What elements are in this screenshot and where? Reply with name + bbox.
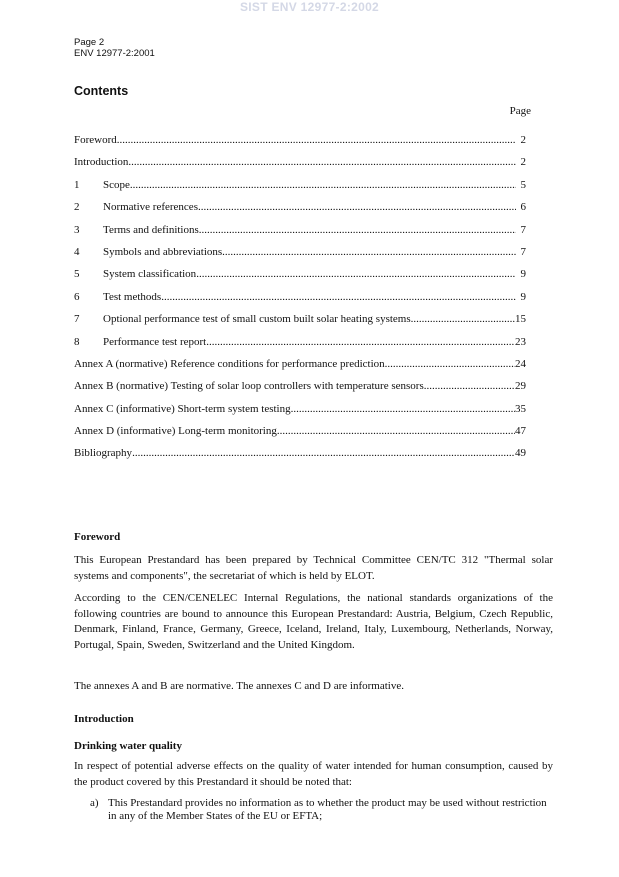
- toc-entry[interactable]: [74, 201, 526, 223]
- toc-entry-number: 3: [74, 223, 80, 236]
- toc-entry[interactable]: [74, 291, 526, 313]
- toc-dot-leader: [206, 336, 515, 348]
- foreword-paragraph-3: The annexes A and B are normative. The annexes C and D are informative.: [74, 680, 404, 692]
- page-number: Page 2: [74, 37, 105, 48]
- list-item-text: This Prestandard provides no information as to whether the product may be used without restriction in any of the Member States of the EU or EFTA;: [108, 797, 547, 823]
- toc-dot-leader: [222, 246, 516, 258]
- toc-entry[interactable]: [74, 246, 526, 268]
- toc-dot-leader: [199, 224, 516, 236]
- watermark: SIST ENV 12977-2:2002: [239, 0, 380, 14]
- toc-entry[interactable]: [74, 380, 526, 402]
- toc-entry-title: Symbols and abbreviations: [103, 245, 223, 258]
- toc-entry[interactable]: [74, 134, 526, 156]
- toc-entry-number: 5: [74, 268, 80, 281]
- toc-entry-page: 15: [515, 313, 526, 326]
- toc-dot-leader: [161, 291, 516, 303]
- toc-entry[interactable]: [74, 179, 526, 201]
- toc-dot-leader: [411, 313, 515, 325]
- toc-entry-page: 7: [520, 245, 526, 258]
- toc-entry-page: 2: [520, 134, 526, 146]
- toc-entry-title: Test methods: [103, 290, 162, 303]
- toc-entry-page: 49: [515, 447, 526, 460]
- toc-entry[interactable]: [74, 336, 526, 358]
- toc-entry[interactable]: [74, 403, 526, 425]
- toc-entry-title: Introduction: [74, 156, 129, 169]
- toc-entry-title: Foreword: [74, 134, 117, 146]
- table-of-contents: [74, 134, 526, 470]
- toc-entry-number: 8: [74, 335, 80, 348]
- toc-entry-page: 9: [520, 290, 526, 303]
- toc-entry-title: System classification: [103, 268, 197, 281]
- toc-dot-leader: [198, 201, 516, 213]
- toc-entry-title: Scope: [103, 178, 130, 191]
- page-column-label: Page: [509, 105, 531, 117]
- toc-dot-leader: [196, 268, 516, 280]
- toc-entry-page: 23: [515, 335, 526, 348]
- document-id: ENV 12977-2:2001: [74, 47, 155, 59]
- introduction-heading: Introduction: [74, 713, 134, 725]
- toc-entry-number: 6: [74, 290, 80, 303]
- toc-entry-number: 7: [74, 313, 80, 326]
- introduction-paragraph: In respect of potential adverse effects on the quality of water intended for human consumption, caused by the product covered by this Prestandard it should be noted that:: [74, 760, 553, 788]
- toc-entry-title: Annex D (informative) Long-term monitoring: [74, 425, 277, 438]
- toc-entry-title: Bibliography: [74, 447, 133, 460]
- toc-entry-page: 47: [515, 425, 526, 438]
- toc-entry-page: 9: [520, 268, 526, 281]
- toc-entry-title: Performance test report: [103, 335, 207, 348]
- list-item: [90, 797, 553, 824]
- toc-entry-page: 24: [515, 357, 526, 370]
- toc-entry-page: 35: [515, 402, 526, 415]
- foreword-paragraph-1: This European Prestandard has been prepared by Technical Committee CEN/TC 312 "Thermal solar systems and components", the secretariat of which is held by ELOT.: [74, 554, 553, 582]
- drinking-water-subheading: Drinking water quality: [74, 740, 182, 752]
- toc-entry-number: 2: [74, 201, 80, 214]
- toc-entry-title: Annex A (normative) Reference conditions for performance prediction: [74, 357, 385, 370]
- toc-entry[interactable]: [74, 224, 526, 246]
- toc-entry[interactable]: [74, 313, 526, 335]
- toc-entry[interactable]: [74, 447, 526, 469]
- contents-title: Contents: [74, 84, 129, 98]
- toc-dot-leader: [385, 358, 515, 370]
- list-marker: a): [90, 797, 99, 809]
- toc-dot-leader: [128, 156, 516, 168]
- toc-dot-leader: [130, 179, 516, 191]
- toc-entry-page: 5: [520, 178, 526, 191]
- toc-dot-leader: [132, 447, 515, 459]
- toc-entry[interactable]: [74, 156, 526, 178]
- toc-entry-title: Optional performance test of small custom built solar heating systems: [103, 313, 411, 326]
- toc-dot-leader: [291, 403, 515, 415]
- toc-entry-page: 29: [515, 380, 526, 393]
- toc-entry-page: 2: [520, 156, 526, 169]
- toc-entry-title: Normative references: [103, 201, 198, 214]
- toc-entry[interactable]: [74, 425, 526, 447]
- toc-entry[interactable]: [74, 268, 526, 290]
- toc-entry-title: Annex C (informative) Short-term system testing: [74, 402, 291, 415]
- toc-entry-page: 7: [520, 223, 526, 236]
- toc-dot-leader: [117, 134, 516, 146]
- foreword-paragraph-2: According to the CEN/CENELEC Internal Regulations, the national standards organizations of the following countries are bound to announce this European Prestandard: Austria, Belgium, Czech Republic, Denmark, Finland, France, Germany, Greece, Iceland, Ireland, Italy, Luxembourg, Netherlands, Norway, Portugal, Spain, Sweden, Switzerland and the United Kingdom.: [74, 592, 553, 651]
- toc-entry-title: Annex B (normative) Testing of solar loop controllers with temperature sensors: [74, 380, 424, 393]
- page-header: [74, 38, 155, 59]
- toc-entry-number: 1: [74, 178, 80, 191]
- toc-dot-leader: [424, 380, 515, 392]
- toc-entry-title: Terms and definitions: [103, 223, 199, 236]
- toc-entry[interactable]: [74, 358, 526, 380]
- toc-dot-leader: [277, 425, 515, 437]
- toc-entry-number: 4: [74, 245, 80, 258]
- toc-entry-page: 6: [520, 201, 526, 214]
- foreword-heading: Foreword: [74, 531, 121, 543]
